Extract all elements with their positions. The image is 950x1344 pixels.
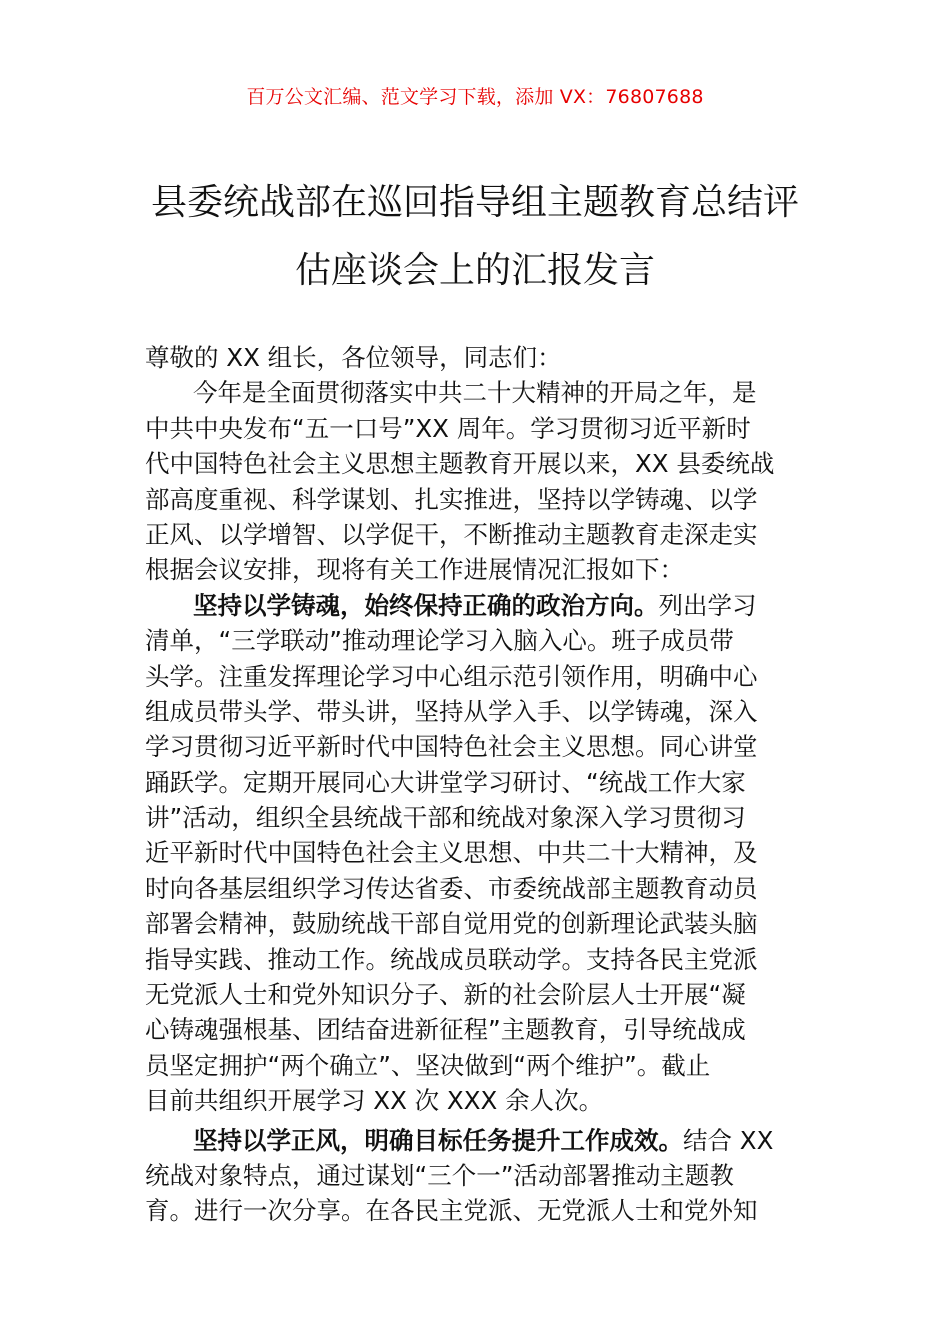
section1-first-line: [145, 588, 809, 623]
section2-line: 育。进行一次分享。在各民主党派、无党派人士和党外知: [145, 1196, 758, 1226]
section1-first-tail: 列出学习: [658, 590, 757, 620]
section2-first-tail: 结合 XX: [683, 1125, 774, 1155]
intro-line: 部高度重视、科学谋划、扎实推进，坚持以学铸魂、以学: [145, 484, 758, 514]
section1-line: 踊跃学。定期开展同心大讲堂学习研讨、“统战工作大家: [145, 767, 746, 797]
section1-line: 员坚定拥护“两个确立”、坚决做到“两个维护”。截止: [145, 1050, 711, 1080]
section1-line: 时向各基层组织学习传达省委、市委统战部主题教育动员: [145, 873, 758, 903]
document-title-line-1: 县委统战部在巡回指导组主题教育总结评: [150, 182, 799, 223]
document-body: [145, 340, 809, 1229]
section2-heading: 坚持以学正风，明确目标任务提升工作成效。: [193, 1125, 683, 1155]
section2-first-line: [145, 1123, 809, 1158]
section1-line: 目前共组织开展学习 XX 次 XXX 余人次。: [145, 1086, 604, 1116]
intro-line: 今年是全面贯彻落实中共二十大精神的开局之年，是: [193, 378, 757, 408]
section1-line: 心铸魂强根基、团结奋进新征程”主题教育，引导统战成: [145, 1015, 746, 1045]
section1-line: 近平新时代中国特色社会主义思想、中共二十大精神，及: [145, 838, 758, 868]
intro-line: 根据会议安排，现将有关工作进展情况汇报如下：: [145, 555, 684, 585]
document-title-line-2: 估座谈会上的汇报发言: [294, 250, 655, 291]
section2-line: 统战对象特点，通过谋划“三个一”活动部署推动主题教: [145, 1160, 734, 1190]
intro-line: 代中国特色社会主义思想主题教育开展以来，XX 县委统战: [145, 449, 775, 479]
section1-line: 部署会精神，鼓励统战干部自觉用党的创新理论武装头脑: [145, 909, 758, 939]
section1-line: 组成员带头学、带头讲，坚持从学入手、以学铸魂，深入: [145, 696, 758, 726]
section1-line: 无党派人士和党外知识分子、新的社会阶层人士开展“凝: [145, 980, 746, 1010]
section1-line: 指导实践、推动工作。统战成员联动学。支持各民主党派: [145, 944, 758, 974]
section1-line: 清单，“三学联动”推动理论学习入脑入心。班子成员带: [145, 626, 734, 656]
section1-line: 讲”活动，组织全县统战干部和统战对象深入学习贯彻习: [145, 803, 746, 833]
intro-line: 中共中央发布“五一口号”XX 周年。学习贯彻习近平新时: [145, 413, 751, 443]
section1-line: 学习贯彻习近平新时代中国特色社会主义思想。同心讲堂: [145, 732, 758, 762]
section1-heading: 坚持以学铸魂，始终保持正确的政治方向。: [193, 590, 659, 620]
section1-line: 头学。注重发挥理论学习中心组示范引领作用，明确中心: [145, 661, 758, 691]
intro-line: 正风、以学增智、以学促干，不断推动主题教育走深走实: [145, 519, 758, 549]
greeting: 尊敬的 XX 组长，各位领导，同志们：: [145, 343, 562, 372]
header-note: 百万公文汇编、范文学习下载，添加 VX：76807688: [246, 86, 704, 108]
